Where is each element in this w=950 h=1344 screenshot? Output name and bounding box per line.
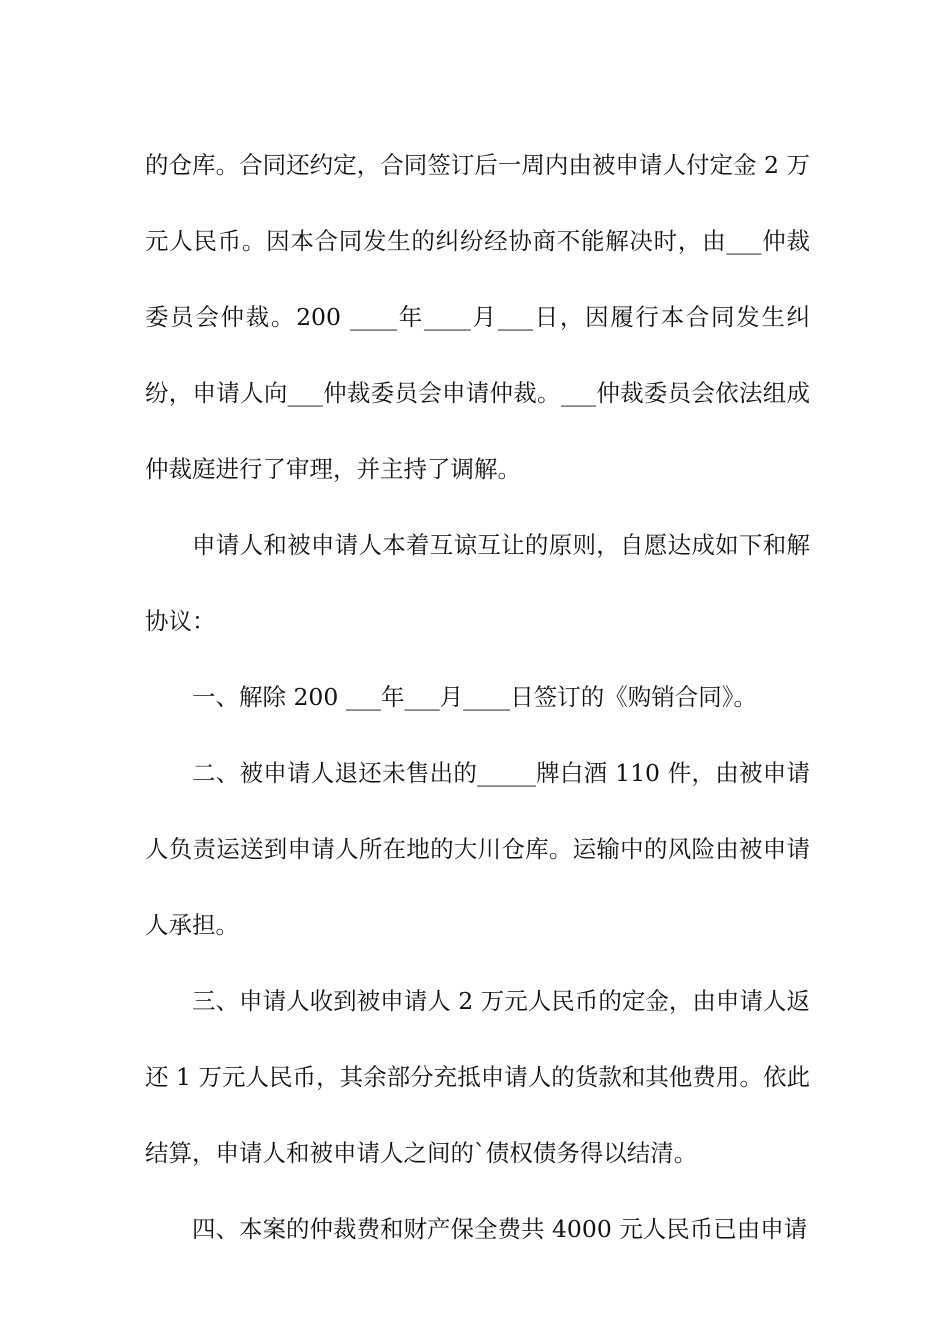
paragraph-clause-3: 三、申请人收到被申请人 2 万元人民币的定金，由申请人返还 1 万元人民币，其余部分充抵申请人的货款和其他费用。依此结算，申请人和被申请人之间的`债权债务得以结清。 [145, 987, 810, 1167]
paragraph-clause-2: 二、被申请人退还未售出的_____牌白酒 110 件，由被申请人负责运送到申请人所在地的大川仓库。运输中的风险由被申请人承担。 [145, 759, 810, 939]
paragraph-contract-terms: 的仓库。合同还约定，合同签订后一周内由被申请人付定金 2 万元人民币。因本合同发生的纠纷经协商不能解决时，由___仲裁委员会仲裁。200 ____年____月___日，因履行本合同发生纠纷，申请人向___仲裁委员会申请仲裁。___仲裁委员会依法组成仲裁庭进行了审理，并主持了调解。 [145, 151, 810, 483]
document-body [145, 127, 810, 1267]
paragraph-clause-4: 四、本案的仲裁费和财产保全费共 4000 元人民币已由申请 [192, 1215, 808, 1243]
paragraph-settlement-intro: 申请人和被申请人本着互谅互让的原则，自愿达成如下和解协议： [145, 531, 810, 635]
paragraph-clause-1: 一、解除 200 ___年___月____日签订的《购销合同》。 [192, 683, 758, 711]
